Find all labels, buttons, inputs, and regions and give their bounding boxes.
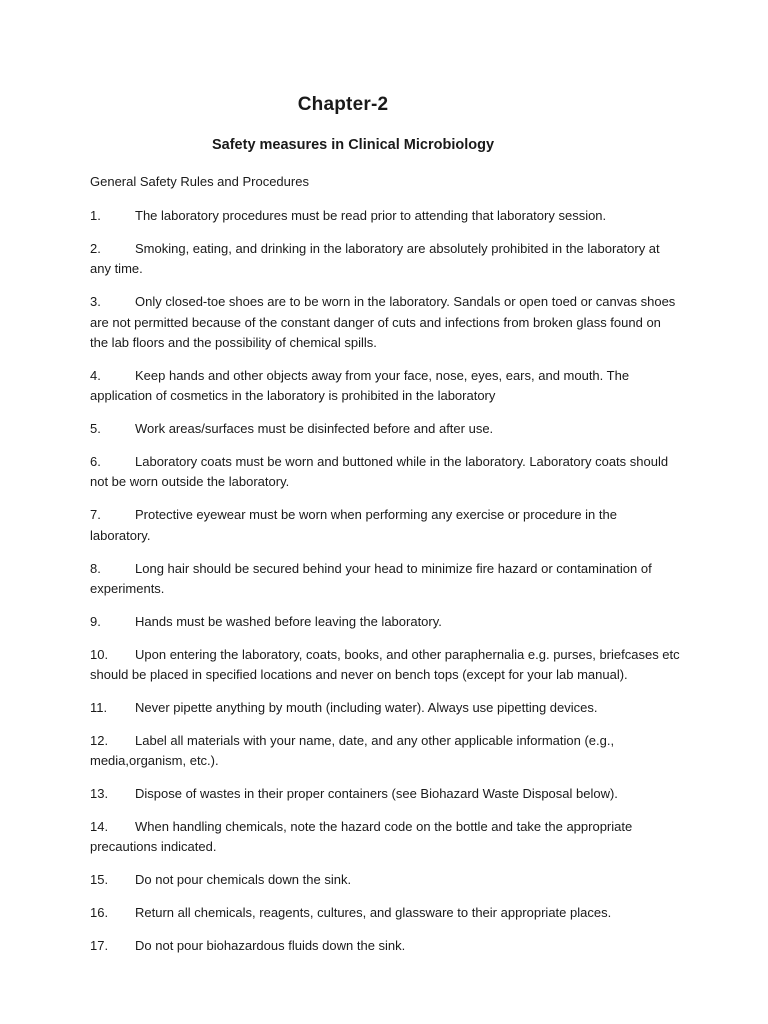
- rule-item: [90, 239, 680, 280]
- rule-text: When handling chemicals, note the hazard code on the bottle and take the appropriate precautions indicated.: [90, 818, 633, 855]
- rule-text: Do not pour chemicals down the sink.: [135, 872, 352, 888]
- rule-text: Long hair should be secured behind your head to minimize fire hazard or contamination of experiments.: [90, 560, 652, 597]
- rule-text: Never pipette anything by mouth (including water). Always use pipetting devices.: [135, 699, 598, 715]
- rule-number: 3.: [90, 294, 101, 310]
- safety-rules-list: [90, 206, 680, 969]
- rule-number: 9.: [90, 613, 101, 629]
- rule-text: Only closed-toe shoes are to be worn in the laboratory. Sandals or open toed or canvas shoes are not permitted because of the constant danger of cuts and infections from broken glass found on the lab floors and the possibility of chemical spills.: [90, 294, 676, 351]
- rule-number: 7.: [90, 507, 101, 523]
- rule-number: 14.: [90, 818, 109, 834]
- rule-number: 17.: [90, 937, 109, 953]
- rule-text: The laboratory procedures must be read prior to attending that laboratory session.: [135, 208, 607, 223]
- rule-item: [90, 936, 680, 957]
- rule-text: Work areas/surfaces must be disinfected before and after use.: [135, 421, 494, 437]
- rule-number: 15.: [90, 872, 109, 888]
- rule-text: Dispose of wastes in their proper containers (see Biohazard Waste Disposal below).: [135, 786, 618, 802]
- rule-number: 16.: [90, 904, 109, 920]
- rule-item: [90, 645, 680, 686]
- rule-item: [90, 452, 680, 493]
- rule-item: [90, 731, 680, 772]
- rule-item: [90, 698, 680, 719]
- rule-item: [90, 505, 680, 546]
- rule-text: Return all chemicals, reagents, cultures, and glassware to their appropriate places.: [135, 904, 612, 920]
- rule-item: [90, 903, 680, 924]
- rule-text: Do not pour biohazardous fluids down the sink.: [135, 937, 406, 953]
- rule-item: [90, 870, 680, 891]
- rule-item: [90, 817, 680, 858]
- rule-text: Upon entering the laboratory, coats, books, and other paraphernalia e.g. purses, briefcases etc should be placed in specified locations and never on bench tops (except for your lab manual).: [90, 646, 680, 683]
- rule-number: 6.: [90, 453, 101, 469]
- rule-text: Laboratory coats must be worn and buttoned while in the laboratory. Laboratory coats should not be worn outside the laboratory.: [90, 453, 669, 490]
- rule-text: Hands must be washed before leaving the laboratory.: [135, 613, 442, 629]
- rule-item: [90, 784, 680, 805]
- rule-number: 8.: [90, 560, 101, 576]
- rule-item: [90, 559, 680, 600]
- rule-number: 4.: [90, 367, 101, 383]
- rule-text: Keep hands and other objects away from your face, nose, eyes, ears, and mouth. The application of cosmetics in the laboratory is prohibited in the laboratory: [90, 367, 630, 404]
- rule-text: Smoking, eating, and drinking in the laboratory are absolutely prohibited in the laboratory at any time.: [90, 240, 660, 277]
- intro-heading: General Safety Rules and Procedures: [90, 174, 309, 189]
- rule-number: 10.: [90, 646, 109, 662]
- rule-number: 12.: [90, 732, 109, 748]
- rule-number: 11.: [90, 699, 108, 715]
- rule-text: Protective eyewear must be worn when performing any exercise or procedure in the laboratory.: [90, 507, 617, 543]
- rule-number: 5.: [90, 421, 101, 437]
- chapter-title: Chapter-2: [297, 94, 389, 115]
- rule-item: [90, 612, 680, 633]
- rule-number: 2.: [90, 240, 101, 256]
- rule-item: [90, 292, 680, 354]
- section-title: Safety measures in Clinical Microbiology: [211, 137, 495, 153]
- rule-number: 13.: [90, 786, 109, 802]
- rule-item: [90, 366, 680, 407]
- rule-number: 1.: [90, 208, 101, 223]
- rule-item: [90, 206, 680, 227]
- rule-item: [90, 419, 680, 440]
- rule-text: Label all materials with your name, date, and any other applicable information (e.g., media,organism, etc.).: [90, 732, 615, 769]
